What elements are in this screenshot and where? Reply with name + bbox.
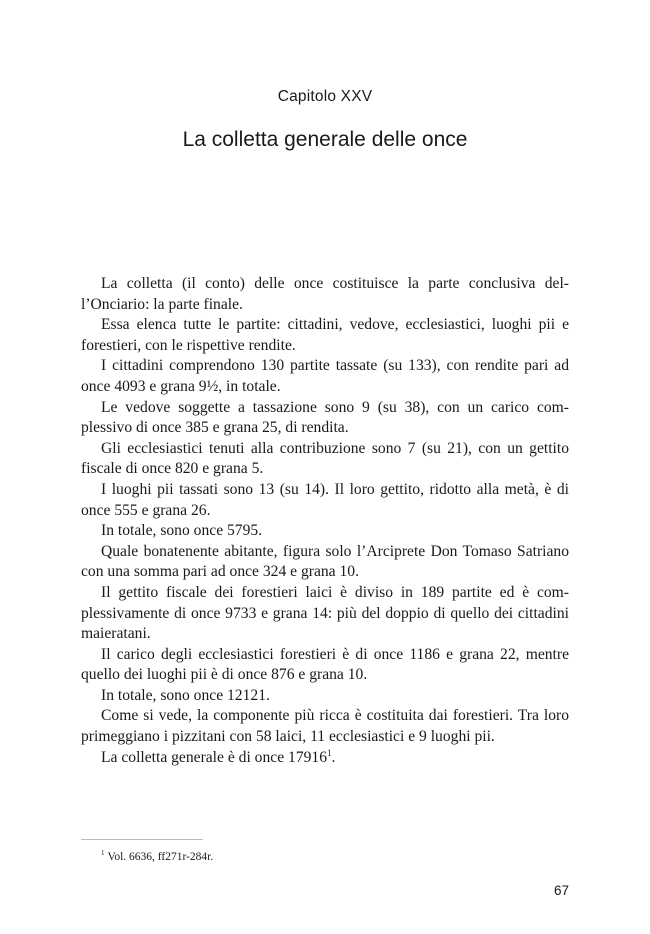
paragraph: In totale, sono once 12121. (101, 686, 270, 704)
paragraph: I luoghi pii tassati sono 13 (su 14). Il loro gettito, ridotto alla metà, è di once 555 e grana 26. (81, 480, 569, 519)
paragraph: Quale bonatenente abitante, figura solo l’Arciprete Don Tomaso Satriano con una somma pari ad once 324 e grana 10. (81, 542, 569, 581)
paragraph-last-text: La colletta generale è di once 17916 (101, 748, 328, 766)
body-text (81, 274, 569, 768)
paragraph: Come si vede, la componente più ricca è costituita dai forestieri. Tra loro primeggiano i pizzitani con 58 laici, 11 ecclesiastici e 9 luoghi pii. (81, 707, 569, 746)
paragraph: Il carico degli ecclesiastici forestieri è di once 1186 e grana 22, mentre quello dei luoghi pii è di once 876 e grana 10. (81, 645, 569, 684)
page-number: 67 (553, 883, 569, 898)
paragraph: Essa elenca tutte le partite: cittadini, vedove, ecclesiastici, luoghi pii e forestieri, con le rispettive rendite. (81, 316, 569, 354)
paragraph: In totale, sono once 5795. (101, 522, 263, 540)
paragraph: Le vedove soggette a tassazione sono 9 (su 38), con un carico com-plessivo di once 385 e grana 25, di rendita. (81, 398, 569, 437)
paragraph: Il gettito fiscale dei forestieri laici è diviso in 189 partite ed è com-plessivamente di once 9733 e grana 14: più del doppio di quello dei cittadini maieratani. (81, 583, 569, 643)
footnote-reference[interactable]: 1 (327, 747, 332, 758)
footnote-text: Vol. 6636, ff271r-284r. (107, 851, 214, 863)
chapter-title: La colletta generale delle once (182, 128, 468, 151)
footnote-marker: 1 (101, 849, 105, 858)
paragraph: I cittadini comprendono 130 partite tassate (su 133), con rendite pari ad once 4093 e grana 9½, in totale. (81, 357, 569, 395)
footnote (101, 851, 213, 863)
footnote-divider (81, 839, 203, 840)
paragraph: Gli ecclesiastici tenuti alla contribuzione sono 7 (su 21), con un gettito fiscale di once 820 e grana 5. (81, 439, 569, 478)
chapter-label: Capitolo XXV (277, 88, 373, 105)
paragraph: La colletta (il conto) delle once costituisce la parte conclusiva del-l’Onciario: la parte finale. (81, 275, 569, 313)
paragraph-last: La colletta generale è di once 17916$^1$. (101, 747, 336, 766)
